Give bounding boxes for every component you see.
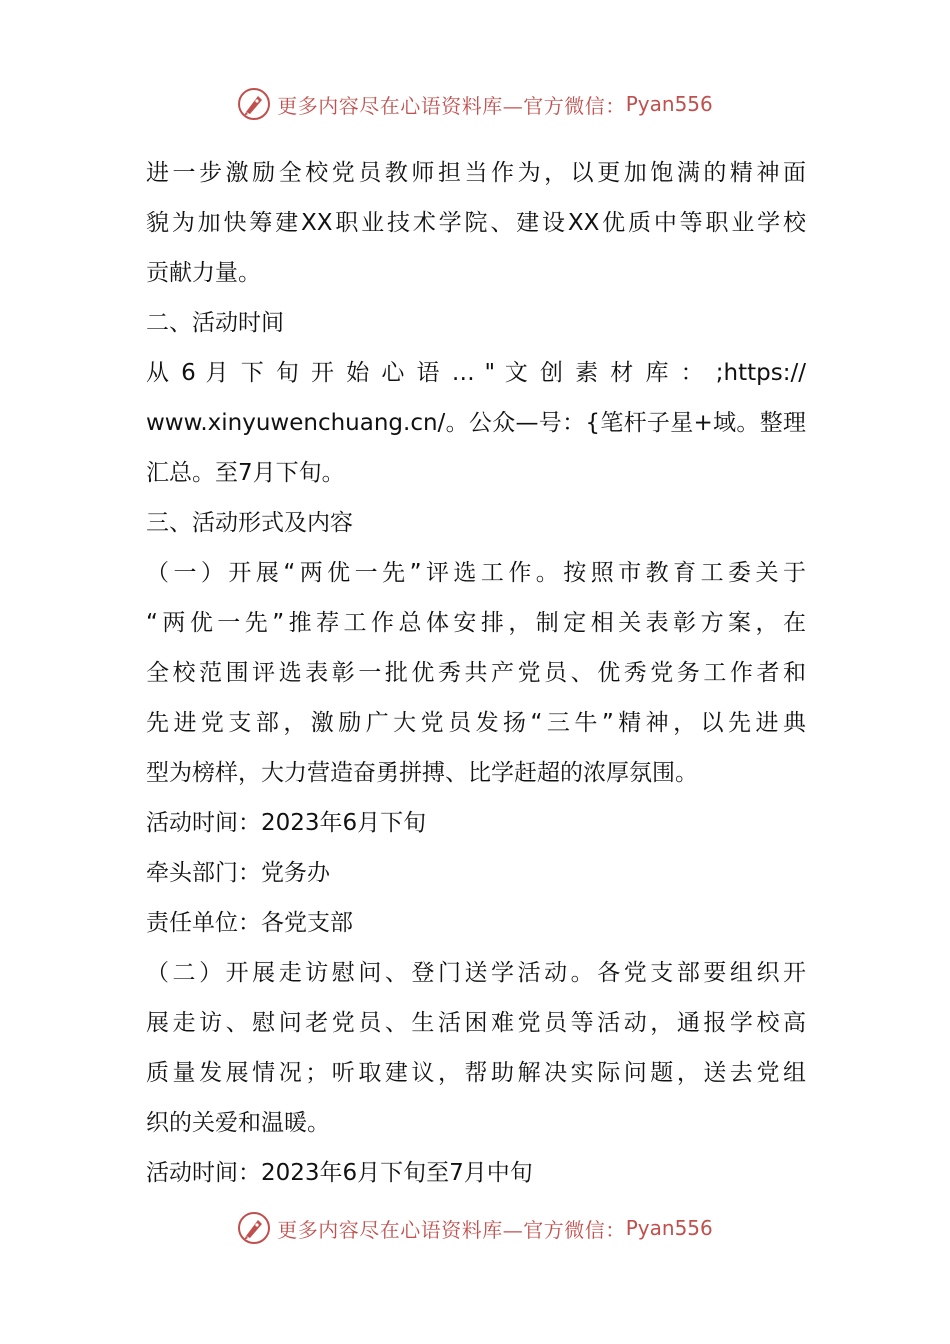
text-line: 从 6 月 下 旬 开 始 心 语 … " 文 创 素 材 库 ： ;https://: [146, 360, 806, 386]
text-line: 活动时间：2023年6月下旬至7月中旬: [146, 1160, 533, 1186]
text-line: 汇总。至7月下旬。: [146, 460, 345, 486]
text-line: 质量发展情况；听取建议，帮助解决实际问题，送去党组: [146, 1060, 806, 1086]
text-line: 型为榜样，大力营造奋勇拼搏、比学赶超的浓厚氛围。: [146, 760, 698, 786]
watermark-banner-top: [0, 84, 950, 124]
text-line: 貌为加快筹建XX职业技术学院、建设XX优质中等职业学校: [146, 210, 806, 236]
watermark-wechat-id: Pyan556: [625, 1216, 713, 1240]
watermark-wechat-id: Pyan556: [625, 92, 713, 116]
watermark-text: 更多内容尽在心语资料库—官方微信：: [277, 1217, 626, 1242]
text-line: （一）开展“两优一先”评选工作。按照市教育工委关于: [146, 560, 806, 586]
text-line: 牵头部门：党务办: [146, 860, 330, 886]
text-line: “两优一先”推荐工作总体安排，制定相关表彰方案，在: [146, 610, 806, 636]
text-line: 展走访、慰问老党员、生活困难党员等活动，通报学校高: [146, 1010, 806, 1036]
text-line: 责任单位：各党支部: [146, 910, 353, 936]
text-line: 活动时间：2023年6月下旬: [146, 810, 427, 836]
pen-nib-logo-icon: [237, 1211, 271, 1245]
text-line: 三、活动形式及内容: [146, 510, 353, 536]
text-line: 贡献力量。: [146, 260, 261, 286]
watermark-banner-bottom: [0, 1208, 950, 1248]
text-line: 全校范围评选表彰一批优秀共产党员、优秀党务工作者和: [146, 660, 806, 686]
text-line: www.xinyuwenchuang.cn/。公众—号：{笔杆子星+域。整理: [146, 410, 806, 436]
pen-nib-logo-icon: [237, 87, 271, 121]
text-line: （二）开展走访慰问、登门送学活动。各党支部要组织开: [146, 960, 806, 986]
document-body: [146, 148, 806, 1198]
text-line: 进一步激励全校党员教师担当作为，以更加饱满的精神面: [146, 160, 806, 186]
watermark-text: 更多内容尽在心语资料库—官方微信：: [277, 93, 626, 118]
text-line: 先进党支部，激励广大党员发扬“三牛”精神，以先进典: [146, 710, 806, 736]
text-line: 织的关爱和温暖。: [146, 1110, 330, 1136]
text-line: 二、活动时间: [146, 310, 284, 336]
